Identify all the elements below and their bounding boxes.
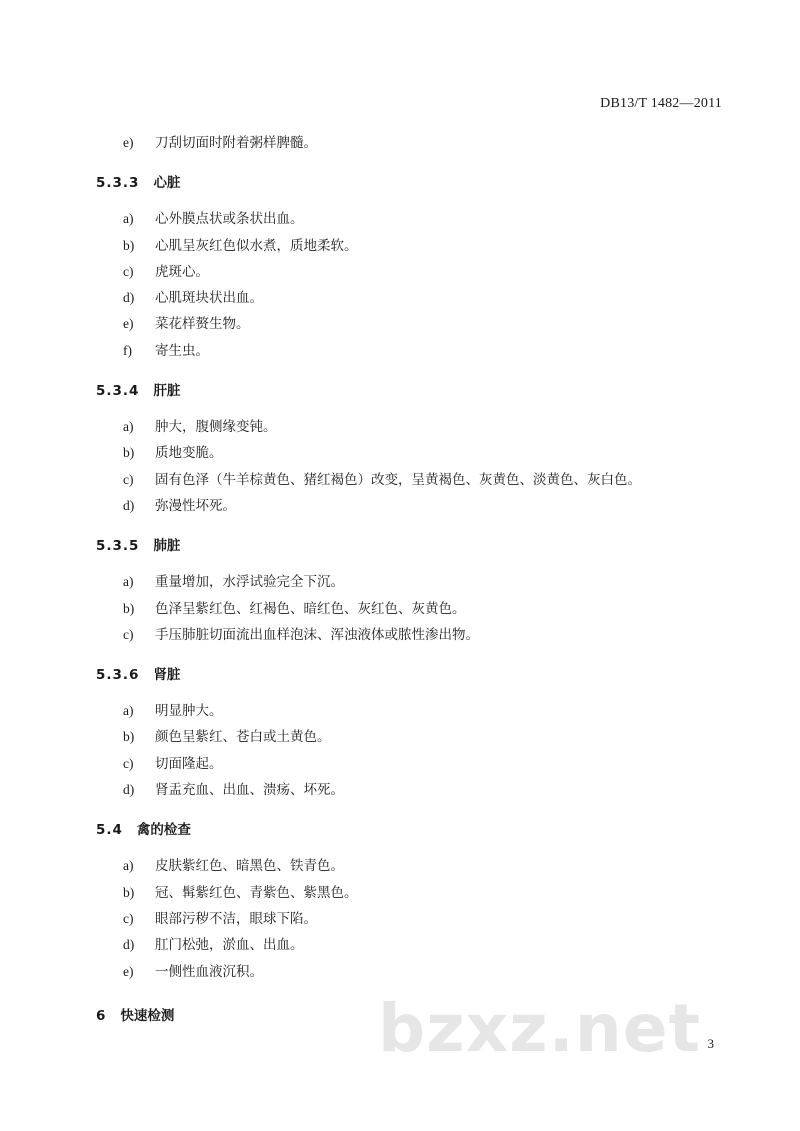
item-text: 刀刮切面时附着粥样脾髓。 [155, 135, 317, 151]
item-text: 心肌呈灰红色似水煮，质地柔软。 [155, 237, 358, 254]
item-label: a) [123, 703, 134, 719]
item-label: b) [123, 600, 135, 616]
item-text: 颜色呈紫红、苍白或土黄色。 [155, 729, 331, 746]
item-text: 重量增加，水浮试验完全下沉。 [155, 574, 344, 591]
list-item [96, 959, 736, 985]
item-text: 菜花样赘生物。 [155, 316, 250, 333]
section-heading [96, 533, 736, 559]
section-title: 肾脏 [153, 667, 181, 684]
item-text: 冠、髯紫红色、青紫色、紫黑色。 [155, 884, 358, 901]
list-item [96, 932, 736, 958]
item-label: a) [123, 211, 134, 227]
item-text: 固有色泽（牛羊棕黄色、猪红褐色）改变，呈黄褐色、灰黄色、淡黄色、灰白色。 [155, 471, 641, 488]
list-item [96, 853, 736, 879]
item-label: a) [123, 419, 134, 435]
section-poultry [96, 817, 736, 984]
item-label: c) [123, 471, 134, 487]
list-item [96, 777, 736, 803]
list-item [96, 596, 736, 622]
item-label: d) [123, 937, 135, 953]
item-text: 明显肿大。 [155, 703, 223, 720]
page-number: 3 [707, 1036, 714, 1051]
section-number: 5.4 [96, 822, 123, 839]
item-label: c) [123, 910, 134, 926]
list-item [96, 493, 736, 519]
list-item [96, 206, 736, 232]
document-body [96, 130, 736, 1039]
section-number: 5.3.5 [96, 538, 140, 555]
section-liver [96, 378, 736, 519]
item-text: 心肌斑块状出血。 [155, 290, 263, 307]
item-text: 切面隆起。 [155, 755, 223, 772]
item-label: d) [123, 782, 135, 798]
list-item [96, 698, 736, 724]
section-heart [96, 170, 736, 364]
list-item [96, 311, 736, 337]
item-label: e) [123, 135, 134, 150]
list-item [96, 751, 736, 777]
item-text: 虎斑心。 [155, 263, 209, 280]
list-item [96, 130, 736, 156]
list-item [96, 724, 736, 750]
item-label: f) [123, 342, 132, 358]
section-number: 5.3.4 [96, 383, 140, 400]
item-text: 眼部污秽不洁，眼球下陷。 [155, 910, 317, 927]
chapter-title: 快速检测 [120, 1007, 175, 1024]
section-number: 5.3.3 [96, 175, 140, 192]
item-text: 肿大，腹侧缘变钝。 [155, 419, 277, 436]
list-item [96, 414, 736, 440]
item-text: 色泽呈紫红色、红褐色、暗红色、灰红色、灰黄色。 [155, 600, 466, 617]
section-number: 5.3.6 [96, 667, 140, 684]
item-label: b) [123, 729, 135, 745]
item-text: 手压肺脏切面流出血样泡沫、浑浊液体或脓性渗出物。 [155, 626, 479, 643]
section-title: 心脏 [153, 175, 181, 192]
item-label: c) [123, 626, 134, 642]
section-title: 禽的检查 [136, 822, 191, 839]
list-item [96, 467, 736, 493]
section-heading [96, 170, 736, 196]
item-label: c) [123, 263, 134, 279]
item-text: 皮肤紫红色、暗黑色、铁青色。 [155, 858, 344, 875]
section-kidney [96, 662, 736, 803]
list-item [96, 906, 736, 932]
chapter-number: 6 [96, 1007, 107, 1024]
item-text: 心外膜点状或条状出血。 [155, 211, 304, 228]
section-title: 肝脏 [153, 383, 181, 400]
item-label: a) [123, 858, 134, 874]
item-text: 寄生虫。 [155, 342, 209, 359]
item-text: 肛门松弛，淤血、出血。 [155, 937, 304, 954]
item-text: 肾盂充血、出血、溃疡、坏死。 [155, 782, 344, 799]
item-label: d) [123, 290, 135, 306]
watermark: bzxz.net [378, 990, 702, 1067]
item-label: e) [123, 316, 134, 332]
section-heading [96, 817, 736, 843]
list-item [96, 880, 736, 906]
item-text: 弥漫性坏死。 [155, 497, 236, 514]
item-text: 一侧性血液沉积。 [155, 963, 263, 980]
list-item [96, 569, 736, 595]
list-item [96, 285, 736, 311]
list-item [96, 622, 736, 648]
item-label: b) [123, 445, 135, 461]
item-label: b) [123, 237, 135, 253]
item-label: d) [123, 497, 135, 513]
section-lung [96, 533, 736, 648]
item-text: 质地变脆。 [155, 445, 223, 462]
item-label: c) [123, 755, 134, 771]
item-label: a) [123, 574, 134, 590]
list-item [96, 440, 736, 466]
item-label: e) [123, 963, 134, 979]
item-label: b) [123, 884, 135, 900]
section-heading [96, 662, 736, 688]
list-item [96, 338, 736, 364]
section-title: 肺脏 [153, 538, 181, 555]
list-item [96, 259, 736, 285]
list-item [96, 233, 736, 259]
section-heading [96, 378, 736, 404]
document-code: DB13/T 1482—2011 [600, 96, 722, 111]
